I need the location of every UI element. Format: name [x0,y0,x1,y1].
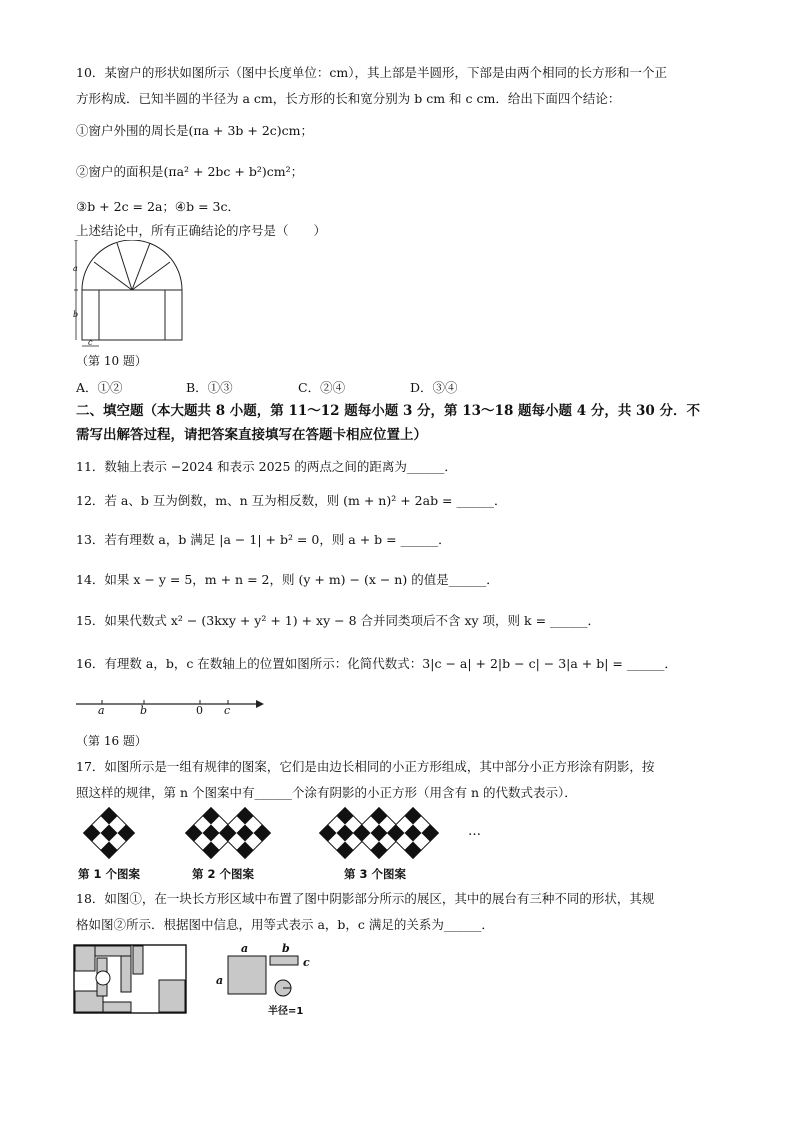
q10-option-d: D．③④ [410,380,458,395]
q10-option-b: B．①③ [186,380,233,395]
q17-ellipsis: … [468,824,481,839]
q16-axis-label-c: c [224,704,231,717]
q11-text: 11．数轴上表示 −2024 和表示 2025 的两点之间的距离为______． [76,459,457,474]
q18-label-a-left: a [216,974,224,987]
q15-text: 15．如果代数式 x² − (3kxy + y² + 1) + xy − 8 合并同类项后不含 xy 项，则 k = ______． [76,613,601,628]
q17-pattern-3 [314,806,446,860]
q14-text: 14．如果 x − y = 5，m + n = 2，则 (y + m) − (x − n) 的值是______． [76,572,499,587]
q18-label-b: b [282,942,290,955]
q16-caption: （第 16 题） [76,734,147,748]
section2-title-line2: 需写出解答过程，请把答案直接填写在答题卡相应位置上） [76,427,427,443]
q10-option-a: A．①② [76,380,123,395]
q13-text: 13．若有理数 a，b 满足 |a − 1| + b² = 0，则 a + b = ______． [76,532,451,547]
q18-figure-1 [73,944,189,1016]
q12-text: 12．若 a、b 互为倒数，m、n 互为相反数，则 (m + n)² + 2ab = ______． [76,493,507,508]
q16-axis-label-a: a [98,704,105,717]
q17-pattern-1 [78,806,140,860]
q16-axis-label-b: b [140,704,148,717]
q10-window-figure [72,240,192,352]
q10-conclusion-3-4: ③b + 2c = 2a；④b = 3c． [76,199,240,214]
q18-label-a-top: a [241,942,249,955]
q10-line1: 10．某窗户的形状如图所示（图中长度单位：cm），其上部是半圆形，下部是由两个相同的长方形和一个正 [76,65,668,80]
q10-option-c: C．②④ [298,380,346,395]
section2-title-line1: 二、填空题（本大题共 8 小题，第 11～12 题每小题 3 分，第 13～18 题每小题 4 分，共 30 分．不 [76,403,701,419]
q17-caption-3: 第 3 个图案 [344,867,407,881]
q17-line1: 17．如图所示是一组有规律的图案，它们是由边长相同的小正方形组成，其中部分小正方形涂有阴影，按 [76,759,655,774]
q17-line2: 照这样的规律，第 n 个图案中有______个涂有阴影的小正方形（用含有 n 的代数式表示）． [76,785,577,800]
q16-text: 16．有理数 a，b，c 在数轴上的位置如图所示：化简代数式：3|c − a| + 2|b − c| − 3|a + b| = ______． [76,656,677,671]
q10-question: 上述结论中，所有正确结论的序号是（ ） [76,223,327,238]
q17-caption-2: 第 2 个图案 [192,867,255,881]
q10-fig-label-a: a [73,264,78,273]
q10-conclusion-1: ①窗户外围的周长是(πa + 3b + 2c)cm； [76,123,314,138]
q18-line2: 格如图②所示．根据图中信息，用等式表示 a，b，c 满足的关系为______． [76,917,494,932]
q10-line2: 方形构成．已知半圆的半径为 a cm，长方形的长和宽分别为 b cm 和 c cm．给出下面四个结论： [76,91,621,106]
q17-pattern-2 [180,806,280,860]
q18-label-radius: 半径=1 [268,1006,304,1017]
q10-caption: （第 10 题） [76,354,147,368]
q10-conclusion-2: ②窗户的面积是(πa² + 2bc + b²)cm²； [76,164,304,179]
q17-caption-1: 第 1 个图案 [78,867,141,881]
q16-axis-label-0: 0 [196,704,203,717]
q18-label-c: c [303,956,310,969]
q18-line1: 18．如图①，在一块长方形区域中布置了图中阴影部分所示的展区，其中的展台有三种不同的形状，其规 [76,891,655,906]
q10-fig-label-c: c [88,338,93,347]
q10-fig-label-b: b [73,310,79,319]
